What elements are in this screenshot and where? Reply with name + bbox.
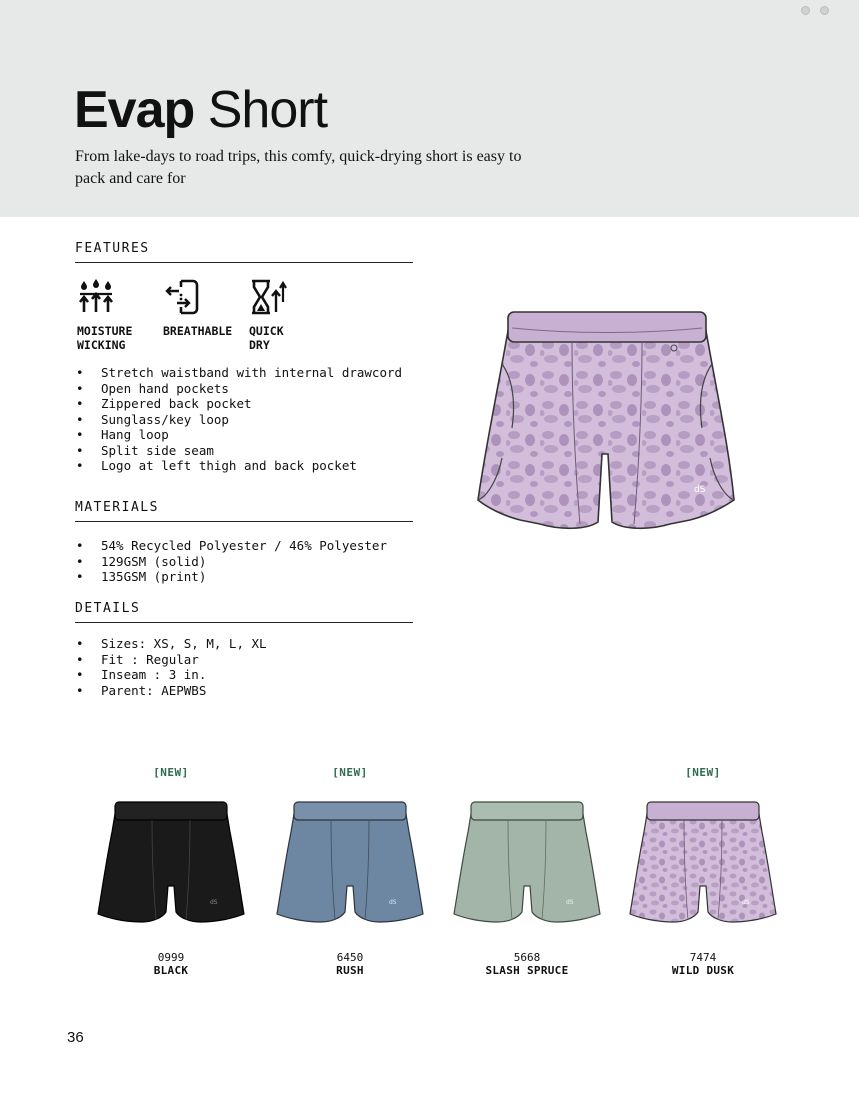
features-section xyxy=(75,241,413,263)
list-item: • Fit : Regular xyxy=(75,652,413,668)
details-heading: DETAILS xyxy=(75,601,413,623)
short-black-image xyxy=(96,800,246,924)
feature-icons xyxy=(77,278,335,352)
new-badge xyxy=(442,766,612,782)
materials-section xyxy=(75,500,413,585)
list-item: • Logo at left thigh and back pocket xyxy=(75,458,413,474)
list-item: • Open hand pockets xyxy=(75,381,413,397)
materials-heading: MATERIALS xyxy=(75,500,413,522)
feature-moisture-wicking xyxy=(77,278,163,352)
colorway-code: 0999 xyxy=(157,951,185,964)
new-badge: [NEW] xyxy=(153,766,189,779)
colorway-name: BLACK xyxy=(153,964,189,977)
page-title xyxy=(74,80,327,140)
quick-dry-icon xyxy=(249,278,287,316)
list-item: • Split side seam xyxy=(75,443,413,459)
colorway-slash-spruce xyxy=(442,766,612,977)
svg-text:dS: dS xyxy=(210,899,218,906)
title-light: Short xyxy=(207,81,328,139)
list-item: • Parent: AEPWBS xyxy=(75,683,413,699)
feature-quick-dry xyxy=(249,278,335,352)
list-item: • Sizes: XS, S, M, L, XL xyxy=(75,636,413,652)
colorway-wild-dusk xyxy=(618,766,788,977)
list-item: • Sunglass/key loop xyxy=(75,412,413,428)
hero-product-image xyxy=(472,308,742,530)
colorway-rush xyxy=(265,766,435,977)
details-section xyxy=(75,601,413,698)
features-heading: FEATURES xyxy=(75,241,413,263)
list-item: • Zippered back pocket xyxy=(75,396,413,412)
colorway-black xyxy=(86,766,256,977)
page-subtitle: From lake-days to road trips, this comfy, quick-drying short is easy to pack and care for xyxy=(75,148,522,187)
list-item: • Stretch waistband with internal drawcord xyxy=(75,365,413,381)
new-badge: [NEW] xyxy=(685,766,721,779)
colorway-name: RUSH xyxy=(336,964,364,977)
colorway-code: 6450 xyxy=(336,951,364,964)
corner-dots xyxy=(801,6,829,15)
svg-text:dS: dS xyxy=(694,485,706,495)
list-item: • 129GSM (solid) xyxy=(75,554,413,570)
list-item: • 54% Recycled Polyester / 46% Polyester xyxy=(75,538,413,554)
title-bold: Evap xyxy=(74,81,195,139)
short-wild-dusk-image xyxy=(628,800,778,924)
colorway-name: SLASH SPRUCE xyxy=(485,964,569,977)
list-item: • 135GSM (print) xyxy=(75,569,413,585)
moisture-wicking-icon xyxy=(77,278,115,316)
colorway-code: 7474 xyxy=(689,951,717,964)
feature-breathable xyxy=(163,278,249,352)
svg-text:dS: dS xyxy=(742,899,750,906)
features-list xyxy=(75,365,413,474)
feature-label: QUICK DRY xyxy=(249,324,284,352)
svg-text:dS: dS xyxy=(389,899,397,906)
feature-label: MOISTURE WICKING xyxy=(77,324,133,352)
list-item: • Inseam : 3 in. xyxy=(75,667,413,683)
list-item: • Hang loop xyxy=(75,427,413,443)
new-badge: [NEW] xyxy=(332,766,368,779)
breathable-icon xyxy=(163,278,201,316)
page-number: 36 xyxy=(67,1029,84,1046)
svg-text:dS: dS xyxy=(566,899,574,906)
colorway-name: WILD DUSK xyxy=(671,964,735,977)
colorway-code: 5668 xyxy=(513,951,541,964)
short-slash-spruce-image xyxy=(452,800,602,924)
short-rush-image xyxy=(275,800,425,924)
feature-label: BREATHABLE xyxy=(163,324,233,338)
